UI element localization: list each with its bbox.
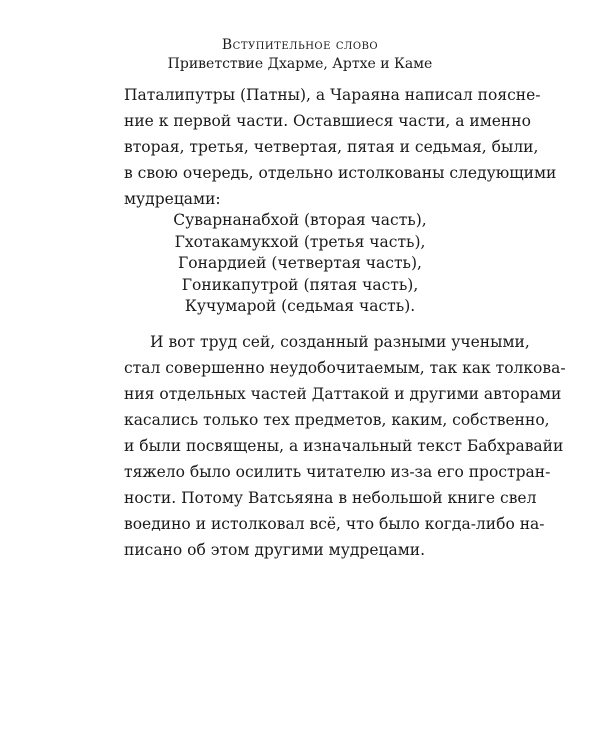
text-line: ности. Потому Ватсьяяна в небольшой книге свел bbox=[124, 489, 537, 507]
sages-list bbox=[0, 210, 600, 318]
list-item: Гоникапутрой (пятая часть), bbox=[181, 275, 419, 294]
text-line: ние к первой части. Оставшиеся части, а именно bbox=[124, 112, 531, 130]
text-line: и были посвящены, а изначальный текст Бабхравайи bbox=[124, 437, 564, 455]
text-line: вторая, третья, четвертая, пятая и седьмая, были, bbox=[124, 138, 539, 156]
list-item: Гонардией (четвертая часть), bbox=[178, 254, 422, 272]
text-line: ния отдельных частей Даттакой и другими авторами bbox=[124, 385, 562, 403]
text-line: тяжело было осилить читателю из-за его простран- bbox=[124, 463, 551, 481]
paragraph-main bbox=[124, 329, 566, 563]
text-line: воедино и истолковал всё, что было когда-либо на- bbox=[124, 515, 545, 533]
text-line: Паталипутры (Патны), а Чараяна написал поясне- bbox=[124, 86, 541, 104]
text-line: касались только тех предметов, каким, собственно, bbox=[124, 411, 550, 429]
text-line: стал совершенно неудобочитаемым, так как толкова- bbox=[124, 359, 566, 377]
chapter-subtitle: Приветствие Дхарме, Артхе и Каме bbox=[167, 56, 433, 72]
list-item: Кучумарой (седьмая часть). bbox=[184, 297, 416, 315]
list-item: Суварнанабхой (вторая часть), bbox=[173, 211, 427, 229]
list-item: Гхотакамукхой (третья часть), bbox=[174, 232, 426, 251]
text-line: мудрецами: bbox=[124, 190, 221, 208]
text-line: И вот труд сей, созданный разными учеными, bbox=[150, 333, 530, 351]
text-line: писано об этом другими мудрецами. bbox=[124, 541, 426, 559]
section-title: Вступительное слово bbox=[221, 37, 379, 53]
text-line: в свою очередь, отдельно истолкованы следующими bbox=[124, 164, 557, 182]
paragraph-continuation bbox=[124, 82, 557, 212]
running-header bbox=[0, 36, 600, 74]
